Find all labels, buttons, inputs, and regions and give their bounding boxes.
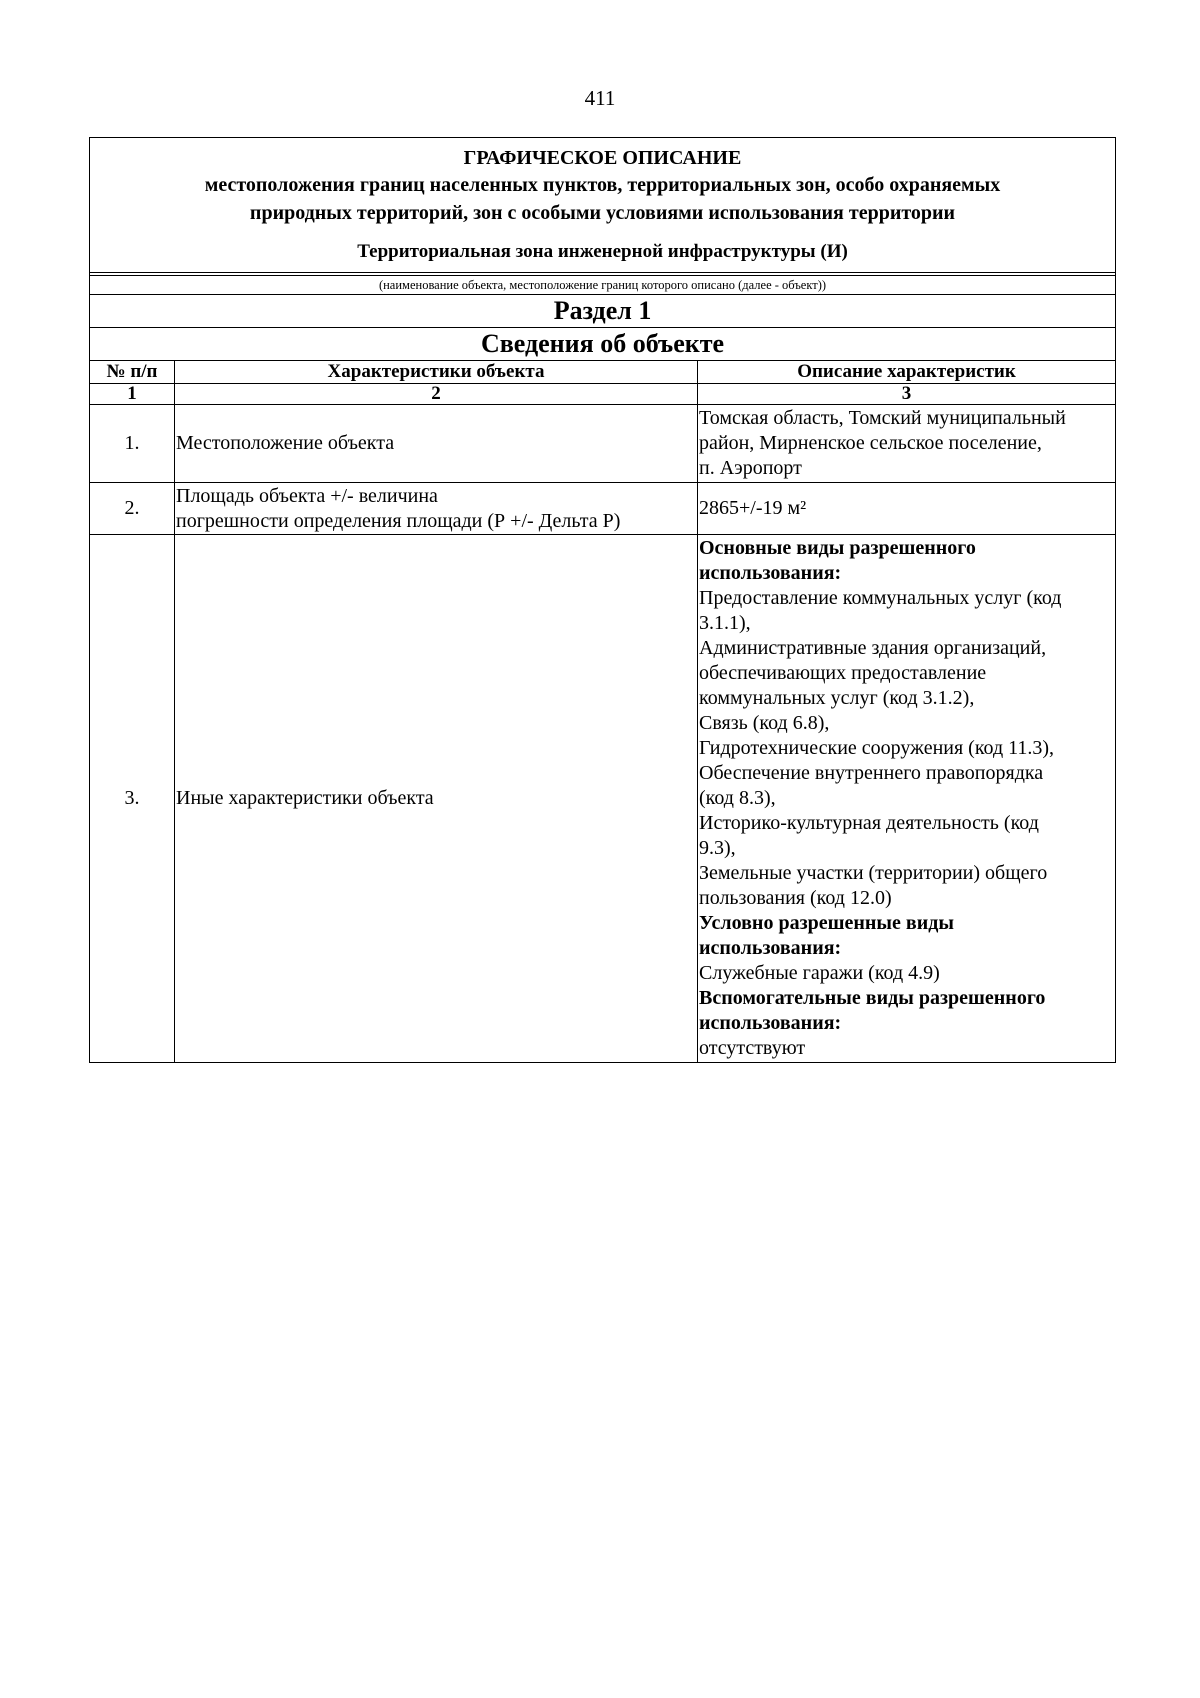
row-description bbox=[698, 405, 1116, 483]
row-characteristic bbox=[175, 483, 698, 535]
permitted-use-line: Земельные участки (территории) общего bbox=[699, 862, 1048, 884]
table-row bbox=[90, 483, 1116, 535]
table-row bbox=[90, 535, 1116, 1063]
document-subtitle-line2: природных территорий, зон с особыми условиями использования территории bbox=[249, 202, 956, 224]
row-description bbox=[698, 535, 1116, 1063]
permitted-use-heading-line: использования: bbox=[699, 1012, 842, 1034]
section-title: Раздел 1 bbox=[90, 295, 1116, 328]
characteristic-line: Площадь объекта +/- величина bbox=[176, 484, 438, 507]
permitted-use-heading-line: Условно разрешенные виды bbox=[699, 912, 954, 934]
object-caption: (наименование объекта, местоположение границ которого описано (далее - объект)) bbox=[90, 276, 1116, 295]
permitted-use-line: Обеспечение внутреннего правопорядка bbox=[699, 762, 1044, 784]
row-number: 2. bbox=[90, 483, 175, 535]
permitted-use-line: Связь (код 6.8), bbox=[699, 712, 830, 734]
permitted-use-heading-line: Основные виды разрешенного bbox=[699, 537, 976, 559]
header-row bbox=[90, 138, 1116, 273]
column-header-characteristic: Характеристики объекта bbox=[175, 361, 698, 384]
description-line: район, Мирненское сельское поселение, bbox=[699, 432, 1042, 454]
column-number-row bbox=[90, 384, 1116, 405]
column-number-1: 1 bbox=[90, 384, 175, 405]
section-subtitle-row bbox=[90, 328, 1116, 361]
description-line: Томская область, Томский муниципальный bbox=[699, 407, 1066, 429]
description-line: п. Аэропорт bbox=[699, 457, 802, 479]
zone-name: Территориальная зона инженерной инфраструктуры (И) bbox=[357, 241, 848, 262]
permitted-use-line: 9.3), bbox=[699, 837, 736, 859]
permitted-use-line: Историко-культурная деятельность (код bbox=[699, 812, 1039, 834]
permitted-use-line: обеспечивающих предоставление bbox=[699, 662, 987, 684]
header-cell bbox=[90, 138, 1116, 273]
area-value: 2865+/-19 м² bbox=[698, 483, 1116, 535]
row-number: 1. bbox=[90, 405, 175, 483]
document-subtitle-line1: местоположения границ населенных пунктов, территориальных зон, особо охраняемых bbox=[204, 174, 1001, 196]
graphic-description-table bbox=[89, 137, 1116, 1063]
column-header-row bbox=[90, 361, 1116, 384]
row-characteristic: Местоположение объекта bbox=[175, 405, 698, 483]
column-header-num: № п/п bbox=[90, 361, 175, 384]
permitted-use-heading-line: использования: bbox=[699, 562, 842, 584]
row-characteristic: Иные характеристики объекта bbox=[175, 535, 698, 1063]
table-row bbox=[90, 405, 1116, 483]
caption-row bbox=[90, 276, 1116, 295]
row-number: 3. bbox=[90, 535, 175, 1063]
page-number: 411 bbox=[584, 86, 616, 110]
section-title-row bbox=[90, 295, 1116, 328]
permitted-use-line: Предоставление коммунальных услуг (код bbox=[699, 587, 1062, 609]
permitted-use-line: отсутствуют bbox=[699, 1037, 806, 1059]
document-title: ГРАФИЧЕСКОЕ ОПИСАНИЕ bbox=[463, 147, 742, 169]
permitted-use-heading-line: использования: bbox=[699, 937, 842, 959]
column-number-2: 2 bbox=[175, 384, 698, 405]
permitted-use-line: Административные здания организаций, bbox=[699, 637, 1047, 659]
permitted-use-line: Гидротехнические сооружения (код 11.3), bbox=[699, 737, 1055, 759]
column-number-3: 3 bbox=[698, 384, 1116, 405]
permitted-use-line: пользования (код 12.0) bbox=[699, 887, 892, 909]
permitted-use-line: (код 8.3), bbox=[699, 787, 776, 809]
column-header-description: Описание характеристик bbox=[698, 361, 1116, 384]
characteristic-line: погрешности определения площади (Р +/- Дельта Р) bbox=[176, 509, 621, 532]
permitted-use-line: Служебные гаражи (код 4.9) bbox=[699, 962, 940, 984]
section-subtitle: Сведения об объекте bbox=[90, 328, 1116, 361]
permitted-use-heading-line: Вспомогательные виды разрешенного bbox=[699, 987, 1046, 1009]
permitted-use-line: коммунальных услуг (код 3.1.2), bbox=[699, 687, 975, 709]
permitted-use-line: 3.1.1), bbox=[699, 612, 751, 634]
